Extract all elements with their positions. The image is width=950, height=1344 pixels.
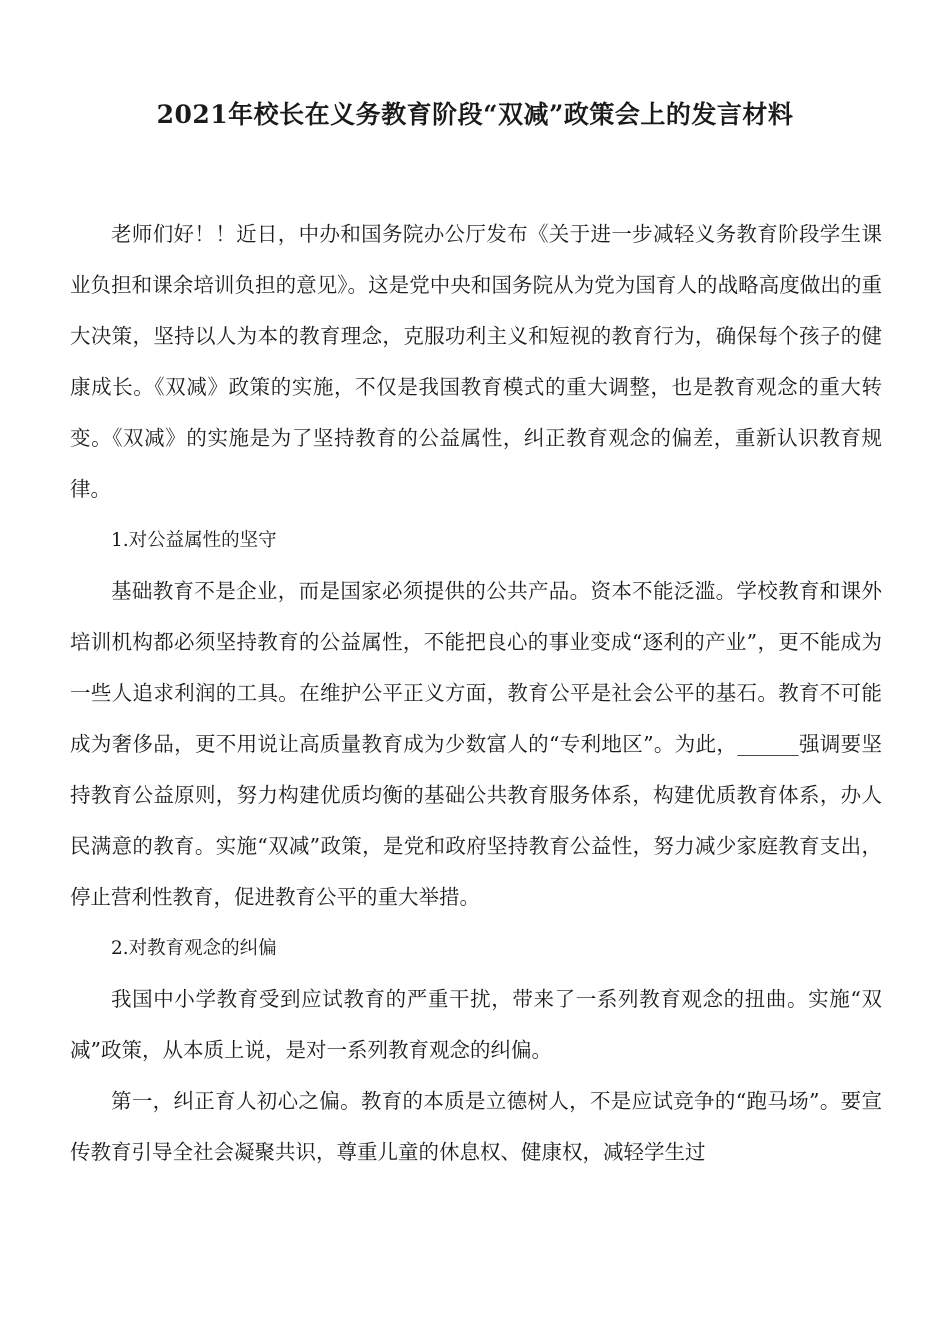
section-heading-1: 1.对公益属性的坚守 <box>111 530 277 551</box>
document-title: 2021年校长在义务教育阶段“双减”政策会上的发言材料 <box>156 100 794 129</box>
paragraph-intro: 老师们好！！近日，中办和国务院办公厅发布《关于进一步减轻义务教育阶段学生课业负担和课余培训负担的意见》。这是党中央和国务院从为党为国育人的战略高度做出的重大决策，坚持以人为本的教育理念，克服功利主义和短视的教育行为，确保每个孩子的健康成长。《双减》政策的实施，不仅是我国教育模式的重大调整，也是教育观念的重大转变。《双减》的实施是为了坚持教育的公益属性，纠正教育观念的偏差，重新认识教育规律。 <box>70 222 882 501</box>
paragraph-public-welfare: 基础教育不是企业，而是国家必须提供的公共产品。资本不能泛滥。学校教育和课外培训机构都必须坚持教育的公益属性，不能把良心的事业变成“逐利的产业”，更不能成为一些人追求利润的工具。在维护公平正义方面，教育公平是社会公平的基石。教育不可能成为奢侈品，更不用说让高质量教育成为少数富人的“专利地区”。为此，______强调要坚持教育公益原则，努力构建优质均衡的基础公共教育服务体系，构建优质教育体系，办人民满意的教育。实施“双减”政策，是党和政府坚持教育公益性，努力减少家庭教育支出，停止营利性教育，促进教育公平的重大举措。 <box>70 579 882 909</box>
paragraph-education-concepts: 我国中小学教育受到应试教育的严重干扰，带来了一系列教育观念的扭曲。实施“双减”政策，从本质上说，是对一系列教育观念的纠偏。 <box>70 987 882 1062</box>
section-heading-2: 2.对教育观念的纠偏 <box>111 938 277 959</box>
paragraph-first-point: 第一，纠正育人初心之偏。教育的本质是立德树人，不是应试竞争的“跑马场”。要宣传教育引导全社会凝聚共识，尊重儿童的休息权、健康权，减轻学生过 <box>70 1089 882 1164</box>
document-body <box>70 209 882 1178</box>
